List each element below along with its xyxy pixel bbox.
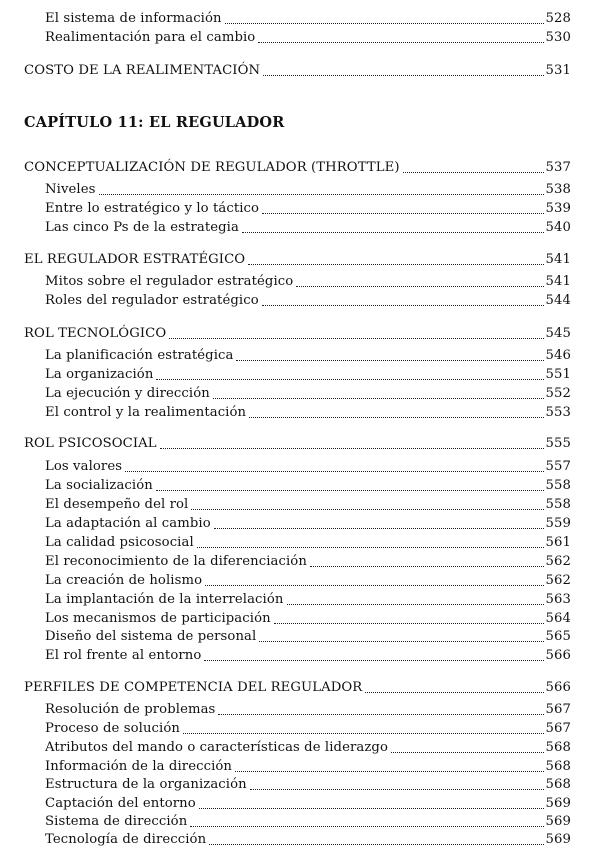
dot-leader [274,623,544,624]
toc-entry-page: 540 [545,220,571,235]
dot-leader [391,752,544,753]
toc-entry-label: Captación del entorno [45,796,196,811]
dot-leader [225,23,544,24]
toc-entry [0,610,600,628]
dot-leader [205,585,543,586]
toc-entry-page: 563 [545,592,571,607]
dot-leader [197,547,544,548]
toc-entry [0,776,600,794]
dot-leader [156,490,544,491]
toc-entry-page: 569 [545,832,571,847]
toc-entry-page: 530 [545,30,571,45]
toc-entry-page: 544 [545,293,571,308]
toc-entry [0,720,600,738]
toc-entry-page: 562 [545,554,571,569]
dot-leader [199,808,544,809]
toc-entry-page: 569 [545,814,571,829]
toc-entry [0,701,600,719]
toc-section-label: PERFILES DE COMPETENCIA DEL REGULADOR [24,680,363,695]
toc-entry-label: Diseño del sistema de personal [45,629,257,644]
toc-entry-label: Resolución de problemas [45,702,216,717]
toc-entry-page: 562 [545,573,571,588]
toc-entry-label: Roles del regulador estratégico [45,293,259,308]
toc-entry-label: La implantación de la interrelación [45,592,284,607]
dot-leader [218,714,543,715]
toc-entry-page: 541 [545,274,571,289]
dot-leader [242,232,544,233]
toc-entry [0,458,600,476]
toc-entry-label: El rol frente al entorno [45,648,202,663]
dot-leader [365,692,543,693]
toc-entry-label: Mitos sobre el regulador estratégico [45,274,294,289]
toc-entry-label: La adaptación al cambio [45,516,211,531]
dot-leader [236,360,543,361]
dot-leader [258,42,543,43]
toc-entry [0,347,600,365]
dot-leader [213,398,544,399]
toc-entry [0,534,600,552]
toc-entry [0,515,600,533]
toc-entry [0,29,600,47]
toc-entry-label: Información de la dirección [45,759,233,774]
toc-entry-label: Tecnología de dirección [45,832,207,847]
toc-entry [0,385,600,403]
toc-section-entry [0,251,600,269]
toc-entry-label: Realimentación para el cambio [45,30,256,45]
toc-entry-label: Niveles [45,182,96,197]
toc-entry-label: Estructura de la organización [45,777,247,792]
toc-entry-page: 558 [545,497,571,512]
toc-section-label: ROL TECNOLÓGICO [24,326,167,341]
toc-entry-page: 564 [545,611,571,626]
toc-entry [0,553,600,571]
toc-entry-label: Entre lo estratégico y lo táctico [45,201,260,216]
dot-leader [249,417,543,418]
toc-entry-label: La calidad psicosocial [45,535,194,550]
dot-leader [259,641,543,642]
toc-entry-label: Proceso de solución [45,721,180,736]
dot-leader [191,509,543,510]
dot-leader [156,379,543,380]
dot-leader [99,194,544,195]
toc-entry [0,292,600,310]
toc-entry-page: 566 [545,648,571,663]
toc-entry [0,477,600,495]
dot-leader [169,338,543,339]
dot-leader [310,566,544,567]
toc-entry [0,591,600,609]
toc-entry-label: El reconocimiento de la diferenciación [45,554,307,569]
toc-entry-label: La creación de holismo [45,573,203,588]
toc-entry-page: 568 [545,777,571,792]
dot-leader [263,75,543,76]
toc-entry [0,813,600,831]
dot-leader [250,789,544,790]
dot-leader [235,771,543,772]
toc-entry [0,628,600,646]
dot-leader [296,286,543,287]
toc-entry [0,831,600,849]
dot-leader [183,733,544,734]
toc-entry-page: 557 [545,459,571,474]
toc-section-entry [0,679,600,697]
toc-section-label: COSTO DE LA REALIMENTACIÓN [24,63,261,78]
toc-entry-page: 539 [545,201,571,216]
toc-entry [0,496,600,514]
dot-leader [262,213,543,214]
toc-section-label: EL REGULADOR ESTRATÉGICO [24,252,246,267]
toc-entry [0,739,600,757]
toc-entry-label: Sistema de dirección [45,814,188,829]
chapter-title: CAPÍTULO 11: EL REGULADOR [24,114,285,131]
toc-entry-page: 553 [545,405,571,420]
toc-entry [0,200,600,218]
toc-entry-page: 558 [545,478,571,493]
toc-entry-page: 568 [545,759,571,774]
toc-section-page: 566 [545,680,571,695]
toc-entry-label: Las cinco Ps de la estrategia [45,220,239,235]
toc-entry-page: 567 [545,721,571,736]
toc-entry-page: 561 [545,535,571,550]
toc-section-page: 537 [545,160,571,175]
toc-section-page: 541 [545,252,571,267]
toc-entry [0,181,600,199]
dot-leader [403,172,544,173]
toc-section-entry [0,62,600,80]
toc-entry-page: 551 [545,367,571,382]
toc-section-page: 545 [545,326,571,341]
toc-entry [0,647,600,665]
toc-entry-page: 546 [545,348,571,363]
toc-entry-page: 528 [545,11,571,26]
dot-leader [160,448,544,449]
toc-entry-label: Los mecanismos de participación [45,611,271,626]
toc-entry [0,404,600,422]
toc-entry [0,572,600,590]
dot-leader [209,844,543,845]
toc-entry-label: La organización [45,367,154,382]
toc-entry-page: 538 [545,182,571,197]
toc-entry-page: 565 [545,629,571,644]
toc-entry-page: 559 [545,516,571,531]
dot-leader [125,471,543,472]
toc-entry [0,219,600,237]
toc-section-label: ROL PSICOSOCIAL [24,436,157,451]
dot-leader [204,660,543,661]
toc-section-label: CONCEPTUALIZACIÓN DE REGULADOR (THROTTLE) [24,160,400,175]
toc-entry [0,758,600,776]
dot-leader [214,528,544,529]
toc-entry [0,366,600,384]
toc-entry [0,10,600,28]
toc-entry-label: Los valores [45,459,123,474]
dot-leader [248,264,543,265]
dot-leader [287,604,544,605]
toc-entry-label: La ejecución y dirección [45,386,210,401]
toc-section-entry [0,325,600,343]
toc-entry [0,273,600,291]
toc-entry-label: Atributos del mando o características de liderazgo [45,740,388,755]
toc-entry-label: El sistema de información [45,11,222,26]
toc-entry-page: 569 [545,796,571,811]
toc-entry-label: La planificación estratégica [45,348,234,363]
toc-entry-page: 568 [545,740,571,755]
toc-section-page: 531 [545,63,571,78]
toc-section-page: 555 [545,436,571,451]
toc-section-entry [0,435,600,453]
toc-entry [0,795,600,813]
toc-entry-page: 552 [545,386,571,401]
toc-section-entry [0,159,600,177]
dot-leader [190,826,543,827]
toc-entry-label: La socialización [45,478,153,493]
toc-entry-label: El control y la realimentación [45,405,247,420]
dot-leader [262,305,544,306]
toc-entry-page: 567 [545,702,571,717]
toc-entry-label: El desempeño del rol [45,497,189,512]
